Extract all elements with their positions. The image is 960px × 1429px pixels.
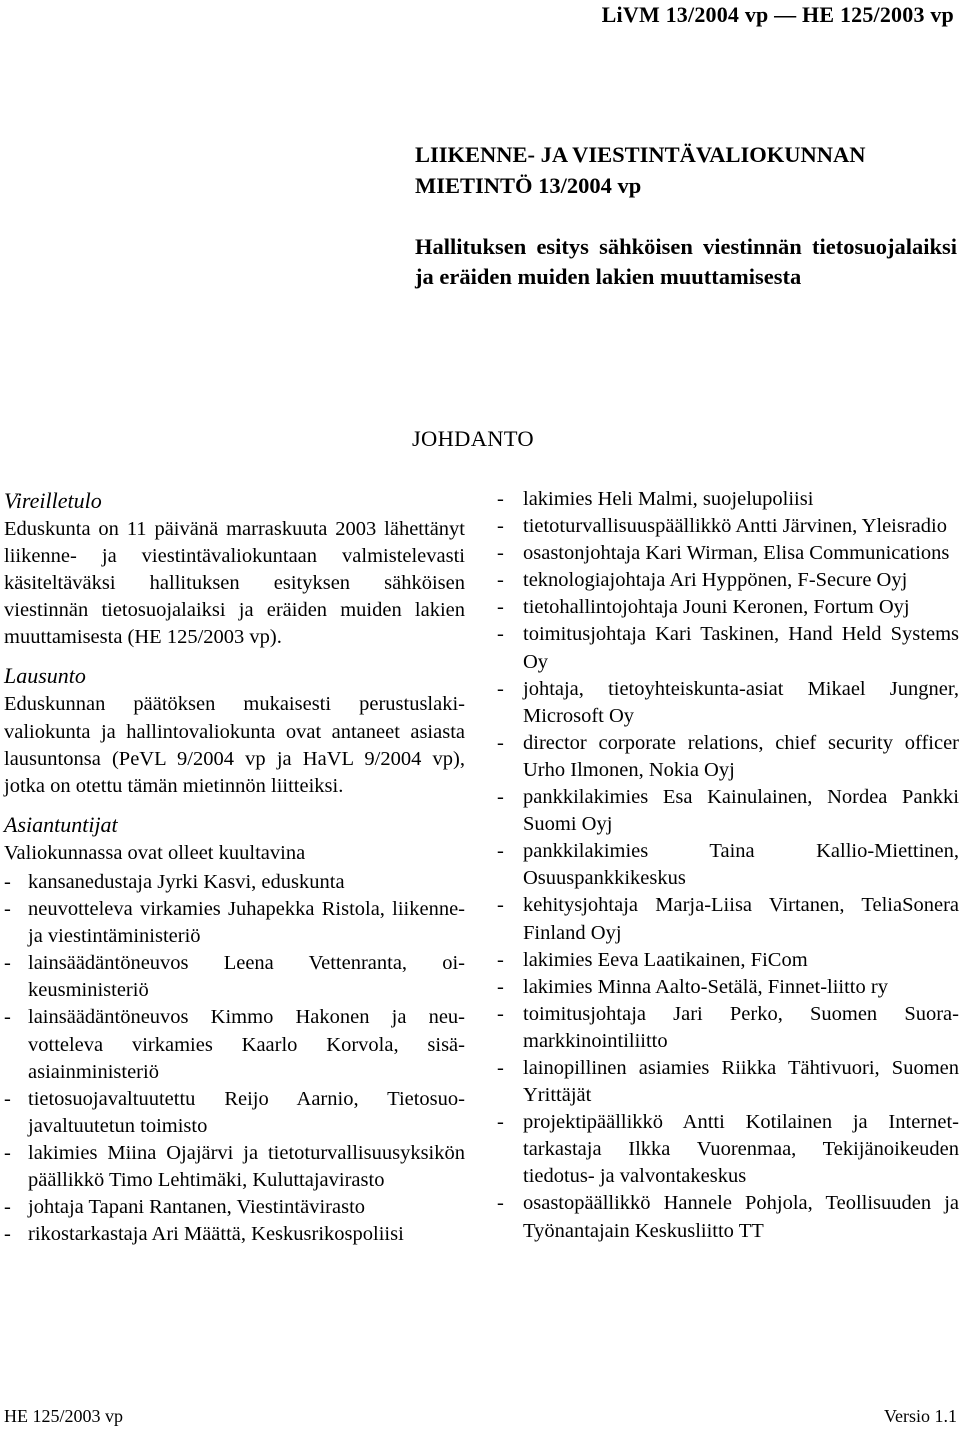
expert-entry: projektipäällikkö Antti Kotilainen ja Internettarkastaja Ilkka Vuorenmaa, Tekijänoikeuden tiedotus- ja valvontakeskus <box>523 1111 959 1188</box>
asiantuntijat-intro: Valiokunnassa ovat olleet kuultavina <box>4 841 306 864</box>
list-item <box>497 1055 959 1109</box>
list-item <box>497 513 959 540</box>
expert-entry: osastopäällikkö Hannele Pohjola, Teollisuuden ja Työnantajain Keskusliitto TT <box>523 1192 959 1242</box>
committee-title-line-1: LIIKENNE- JA VIESTINTÄVALIOKUNNAN <box>415 142 866 167</box>
dash-marker: - <box>4 1141 11 1164</box>
dash-marker: - <box>497 542 504 565</box>
left-expert-list <box>4 869 465 1248</box>
footer-document-id: HE 125/2003 vp <box>4 1406 123 1426</box>
dash-marker: - <box>4 1006 11 1029</box>
expert-entry: lainsäädäntöneuvos Kimmo Hakonen ja neuvotteleva virkamies Kaarlo Korvola, sisäasiainministeriö <box>28 1006 465 1083</box>
list-item <box>497 676 959 730</box>
expert-entry: lainsäädäntöneuvos Leena Vettenranta, oikeusministeriö <box>28 952 465 1002</box>
dash-marker: - <box>4 870 11 893</box>
lausunto-heading: Lausunto <box>4 663 86 689</box>
dash-marker: - <box>4 898 11 921</box>
expert-entry: lainopillinen asiamies Riikka Tähtivuori, Suomen Yrittäjät <box>523 1056 959 1107</box>
dash-marker: - <box>497 488 504 510</box>
dash-marker: - <box>497 731 504 754</box>
dash-marker: - <box>497 515 504 538</box>
list-item <box>4 869 465 896</box>
running-header: LiVM 13/2004 vp — HE 125/2003 vp <box>601 2 954 27</box>
left-column <box>4 486 465 1248</box>
section-heading: JOHDANTO <box>412 426 534 451</box>
footer-version: Versio 1.1 <box>884 1406 957 1426</box>
expert-entry: teknologiajohtaja Ari Hyppönen, F-Secure Oyj <box>523 569 908 592</box>
list-item <box>497 784 959 838</box>
asiantuntijat-heading: Asiantuntijat <box>4 811 118 837</box>
expert-entry: pankkilakimies Taina Kallio-Miettinen, Osuuspankkikeskus <box>523 840 959 890</box>
expert-entry: director corporate relations, chief security officer Urho Ilmonen, Nokia Oyj <box>523 731 959 781</box>
dash-marker: - <box>497 894 504 917</box>
list-item <box>497 892 959 946</box>
bill-title: Hallituksen esitys sähköisen viestinnän tietosuojalaiksi ja eräiden muiden lakien muuttamisesta <box>415 234 957 289</box>
list-item <box>497 567 959 594</box>
list-item <box>4 1004 465 1085</box>
dash-marker: - <box>497 1111 504 1134</box>
dash-marker: - <box>4 1196 11 1219</box>
list-item <box>497 1001 959 1055</box>
list-item <box>497 838 959 892</box>
expert-entry: kehitysjohtaja Marja-Liisa Virtanen, TeliaSonera Finland Oyj <box>523 894 959 944</box>
expert-entry: johtaja Tapani Rantanen, Viestintävirasto <box>28 1196 366 1219</box>
list-item <box>4 1194 465 1221</box>
vireilletulo-paragraph: Eduskunta on 11 päivänä marraskuuta 2003 lähettänyt liikenne- ja viestintävaliokuntaan valmistelevasti käsiteltäväksi hallituksen esityksen sähköisen viestinnän tietosuojalaiksi ja eräiden muiden lakien muuttamisesta (HE 125/2003 vp). <box>4 518 465 649</box>
expert-entry: johtaja, tietoyhteiskunta-asiat Mikael Jungner, Microsoft Oy <box>523 677 959 727</box>
dash-marker: - <box>497 623 504 646</box>
list-item <box>497 540 959 567</box>
dash-marker: - <box>497 569 504 592</box>
list-item <box>4 1221 465 1248</box>
dash-marker: - <box>497 677 504 700</box>
expert-entry: lakimies Minna Aalto-Setälä, Finnet-liitto ry <box>523 975 888 998</box>
right-column <box>497 486 959 1245</box>
expert-entry: lakimies Miina Ojajärvi ja tietoturvallisuusyksikön päällikkö Timo Lehtimäki, Kuluttajavirasto <box>28 1141 465 1191</box>
expert-entry: toimitusjohtaja Kari Taskinen, Hand Held Systems Oy <box>523 623 959 673</box>
committee-title-line-2: MIETINTÖ 13/2004 vp <box>415 173 642 198</box>
dash-marker: - <box>497 1056 504 1079</box>
dash-marker: - <box>497 1192 504 1215</box>
list-item <box>497 594 959 621</box>
list-item <box>497 486 959 513</box>
list-item <box>497 1190 959 1244</box>
committee-report-title <box>415 139 955 201</box>
expert-entry: toimitusjohtaja Jari Perko, Suomen Suoramarkkinointiliitto <box>523 1002 959 1052</box>
dash-marker: - <box>4 1087 11 1110</box>
dash-marker: - <box>4 1223 11 1246</box>
expert-entry: neuvotteleva virkamies Juhapekka Ristola, liikenne- ja viestintäministeriö <box>28 898 465 948</box>
expert-entry: tietosuojavaltuutettu Reijo Aarnio, Tietosuojavaltuutetun toimisto <box>28 1087 465 1137</box>
vireilletulo-heading: Vireilletulo <box>4 488 102 513</box>
lausunto-paragraph: Eduskunnan päätöksen mukaisesti perustuslakivaliokunta ja hallintovaliokunta ovat antaneet asiasta lausuntonsa (PeVL 9/2004 vp ja HaVL 9/2004 vp), jotka on otettu tämän mietinnön liitteiksi. <box>4 693 465 797</box>
expert-entry: lakimies Heli Malmi, suojelupoliisi <box>523 488 814 510</box>
expert-entry: osastonjohtaja Kari Wirman, Elisa Communications <box>523 542 950 565</box>
list-item <box>4 1086 465 1140</box>
list-item <box>4 950 465 1004</box>
expert-entry: lakimies Eeva Laatikainen, FiCom <box>523 948 808 971</box>
right-expert-list <box>497 486 959 1245</box>
expert-entry: kansanedustaja Jyrki Kasvi, eduskunta <box>28 870 345 893</box>
dash-marker: - <box>4 952 11 975</box>
list-item <box>497 1109 959 1190</box>
dash-marker: - <box>497 786 504 809</box>
list-item <box>497 730 959 784</box>
list-item <box>4 896 465 950</box>
dash-marker: - <box>497 948 504 971</box>
dash-marker: - <box>497 840 504 863</box>
dash-marker: - <box>497 975 504 998</box>
expert-entry: tietohallintojohtaja Jouni Keronen, Fortum Oyj <box>523 596 910 619</box>
list-item <box>497 947 959 974</box>
expert-entry: pankkilakimies Esa Kainulainen, Nordea Pankki Suomi Oyj <box>523 786 959 836</box>
expert-entry: rikostarkastaja Ari Määttä, Keskusrikospoliisi <box>28 1223 404 1246</box>
expert-entry: tietoturvallisuuspäällikkö Antti Järvinen, Yleisradio <box>523 515 947 538</box>
list-item <box>497 621 959 675</box>
list-item <box>497 974 959 1001</box>
list-item <box>4 1140 465 1194</box>
dash-marker: - <box>497 596 504 619</box>
dash-marker: - <box>497 1002 504 1025</box>
